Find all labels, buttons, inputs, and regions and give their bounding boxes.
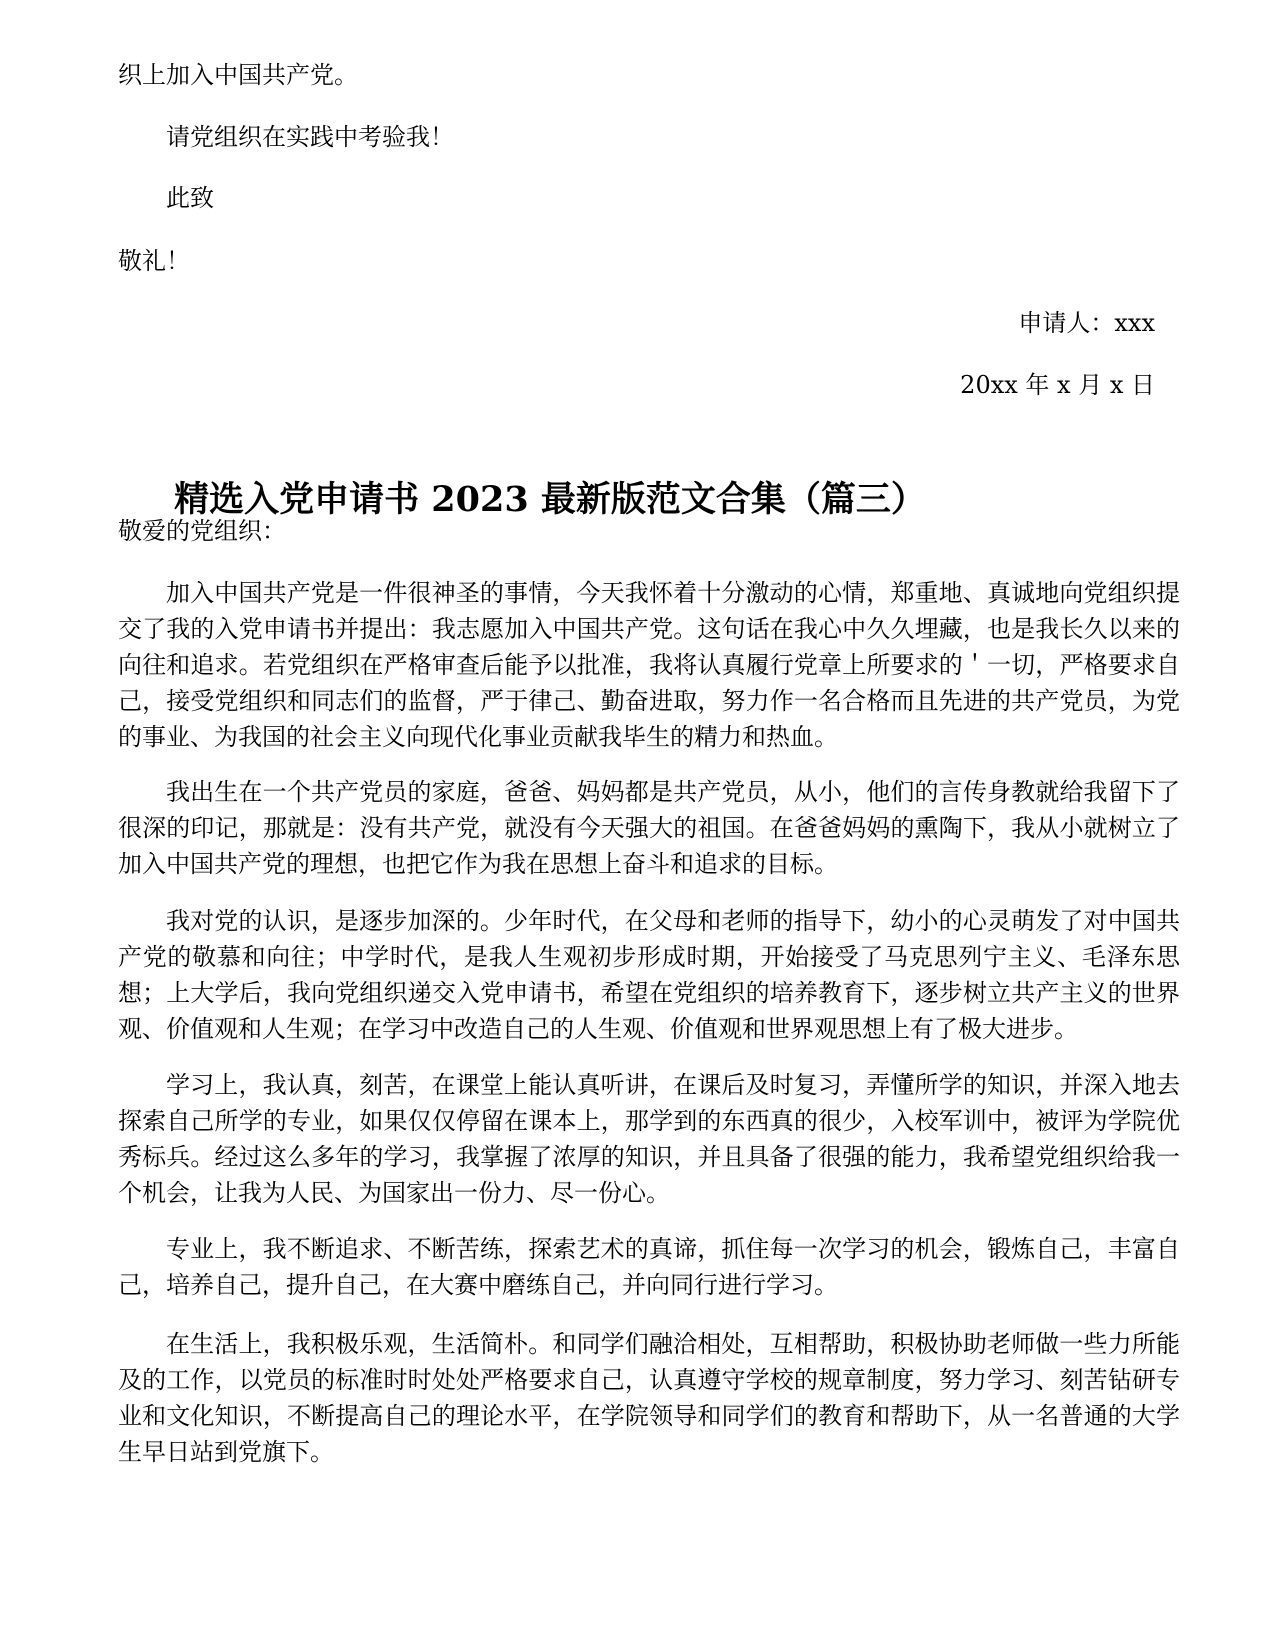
body-paragraph-6: 在生活上，我积极乐观，生活简朴。和同学们融洽相处，互相帮助，积极协助老师做一些力所能及的工作，以党员的标准时时处处严格要求自己，认真遵守学校的规章制度，努力学习、刻苦钻研专业和文化知识，不断提高自己的理论水平，在学院领导和同学们的教育和帮助下，从一名普通的大学生早日站到党旗下。 [118,1330,1180,1466]
continued-line: 织上加入中国共产党。 [118,61,358,89]
applicant-signature: 申请人：xxx [1018,309,1155,337]
body-paragraph-5: 专业上，我不断追求、不断苦练，探索艺术的真谛，抓住每一次学习的机会，锻炼自己，丰富自己，培养自己，提升自己，在大赛中磨练自己，并向同行进行学习。 [118,1235,1180,1299]
body-paragraph-4: 学习上，我认真，刻苦，在课堂上能认真听讲，在课后及时复习，弄懂所学的知识，并深入地去探索自己所学的专业，如果仅仅停留在课本上，那学到的东西真的很少，入校军训中，被评为学院优秀标兵。经过这么多年的学习，我掌握了浓厚的知识，并且具备了很强的能力，我希望党组织给我一个机会，让我为人民、为国家出一份力、尽一份心。 [118,1071,1180,1207]
application-date: 20xx 年 x 月 x 日 [960,371,1155,399]
salutation: 敬爱的党组织： [118,517,286,545]
body-paragraph-2: 我出生在一个共产党员的家庭，爸爸、妈妈都是共产党员，从小，他们的言传身教就给我留下了很深的印记，那就是：没有共产党，就没有今天强大的祖国。在爸爸妈妈的熏陶下，我从小就树立了加入中国共产党的理想，也把它作为我在思想上奋斗和追求的目标。 [118,778,1180,878]
article-title: 精选入党申请书 2023 最新版范文合集（篇三） [174,479,926,520]
closing-jingli: 敬礼！ [118,247,190,275]
body-paragraph-3: 我对党的认识，是逐步加深的。少年时代，在父母和老师的指导下，幼小的心灵萌发了对中国共产党的敬慕和向往；中学时代，是我人生观初步形成时期，开始接受了马克思列宁主义、毛泽东思想；上大学后，我向党组织递交入党申请书，希望在党组织的培养教育下，逐步树立共产主义的世界观、价值观和人生观；在学习中改造自己的人生观、价值观和世界观思想上有了极大进步。 [118,907,1180,1043]
closing-cizhi: 此致 [166,184,214,212]
closing-request: 请党组织在实践中考验我！ [166,123,454,151]
body-paragraph-1: 加入中国共产党是一件很神圣的事情，今天我怀着十分激动的心情，郑重地、真诚地向党组织提交了我的入党申请书并提出：我志愿加入中国共产党。这句话在我心中久久埋藏，也是我长久以来的向往和追求。若党组织在严格审查后能予以批准，我将认真履行党章上所要求的＇一切，严格要求自己，接受党组织和同志们的监督，严于律己、勤奋进取，努力作一名合格而且先进的共产党员，为党的事业、为我国的社会主义向现代化事业贡献我毕生的精力和热血。 [118,579,1180,751]
